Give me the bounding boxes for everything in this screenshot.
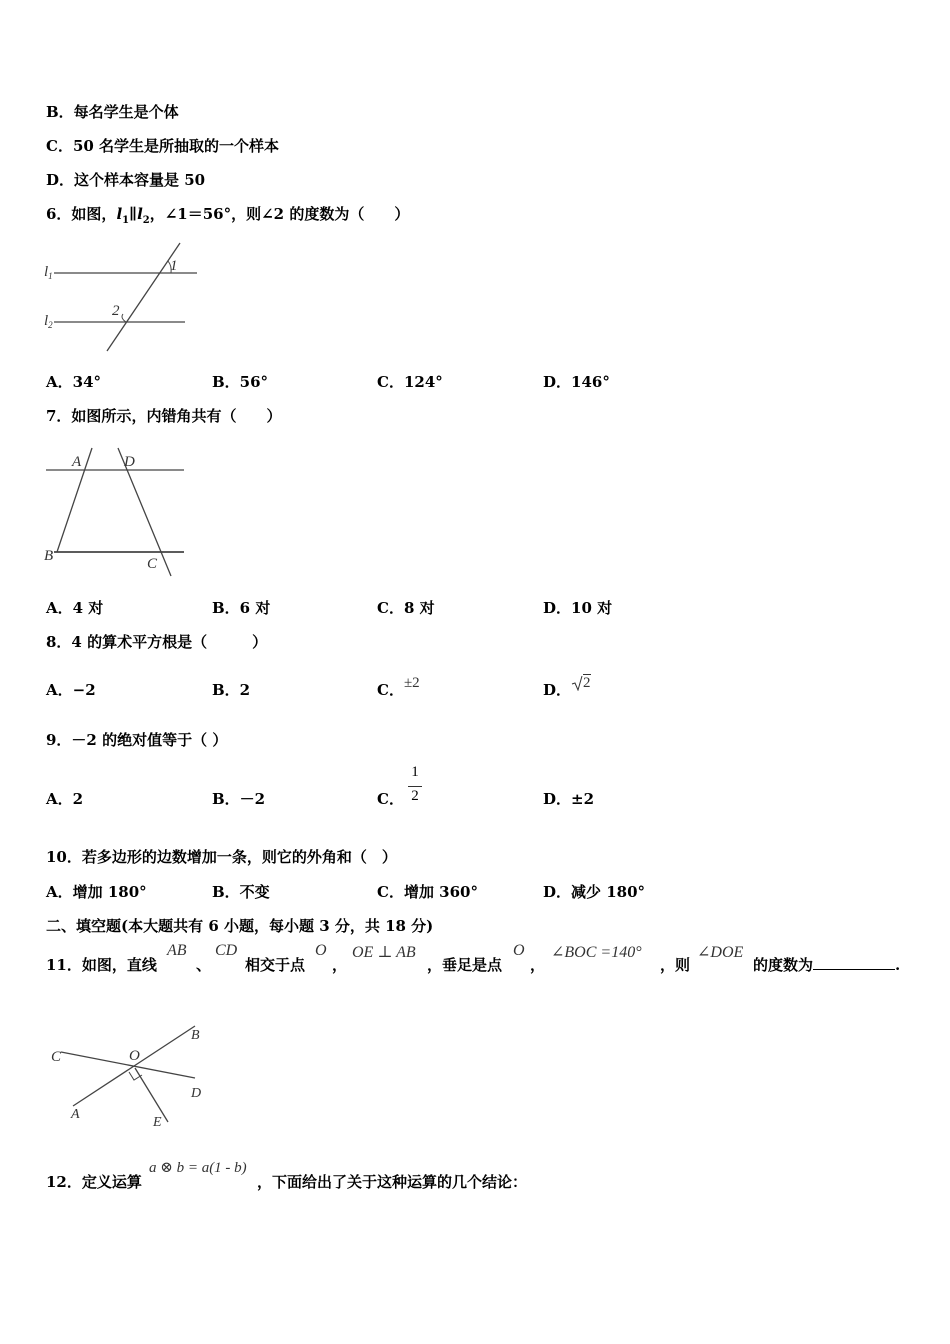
q10-option-c: C．增加 360° bbox=[377, 883, 478, 901]
q5-option-b: B．每名学生是个体 bbox=[46, 103, 179, 121]
q11-m2: CD bbox=[215, 942, 238, 959]
q9-stem: 9．－2 的绝对值等于（ ） bbox=[46, 731, 228, 749]
q6-angle-1-label: 1 bbox=[170, 258, 178, 274]
q11-m4: OE ⊥ AB bbox=[352, 944, 416, 961]
q6-angle-2-label: 2 bbox=[112, 303, 120, 319]
section-title: 二、填空题(本大题共有 6 小题，每小题 3 分，共 18 分) bbox=[46, 917, 434, 935]
q7-label-d: D bbox=[124, 454, 135, 470]
q7-label-a: A bbox=[72, 454, 82, 470]
q8-option-d bbox=[543, 675, 591, 701]
q11-p4: ， bbox=[332, 956, 348, 974]
q11-m5: O bbox=[513, 942, 525, 959]
q7-label-c: C bbox=[147, 556, 158, 572]
q11-p5: ，垂足是点 bbox=[427, 956, 503, 974]
q6-l1: l bbox=[116, 205, 123, 223]
q6-fig-l2-sub: 2 bbox=[48, 320, 53, 330]
q10-option-a: A．增加 180° bbox=[46, 883, 147, 901]
q7-option-d: D．10 对 bbox=[543, 599, 613, 617]
q8-option-b: B．2 bbox=[212, 681, 251, 699]
q7-figure bbox=[40, 442, 200, 582]
svg-text:l2 bbox=[44, 313, 53, 330]
q11-m3: O bbox=[315, 942, 327, 959]
q6-l2: l bbox=[137, 205, 143, 223]
q6-l2-sub: 2 bbox=[142, 215, 150, 226]
q12-m1: a ⊗ b = a(1 - b) bbox=[149, 1160, 247, 1176]
svg-text:l1 bbox=[44, 264, 53, 281]
q11-label-d: D bbox=[191, 1086, 202, 1101]
q8-option-c bbox=[377, 675, 420, 701]
q6-option-c: C．124° bbox=[377, 373, 443, 391]
q7-stem: 7．如图所示，内错角共有（ ） bbox=[46, 407, 282, 425]
q9-option-c-numerator: 1 bbox=[411, 764, 419, 780]
answer-blank bbox=[813, 955, 895, 970]
q6-option-b: B．56° bbox=[212, 373, 269, 391]
q5-option-c: C．50 名学生是所抽取的一个样本 bbox=[46, 137, 280, 155]
q11-figure bbox=[45, 1018, 220, 1133]
q12-p1: 12．定义运算 bbox=[46, 1173, 142, 1191]
q11-p7: ，则 bbox=[660, 956, 691, 974]
q7-option-b: B．6 对 bbox=[212, 599, 271, 617]
q6-figure bbox=[40, 238, 210, 358]
q6-stem bbox=[46, 204, 409, 231]
q7-option-c: C．8 对 bbox=[377, 599, 435, 617]
q11-label-b: B bbox=[191, 1028, 200, 1043]
q11-p6: ， bbox=[530, 956, 546, 974]
q6-l1-sub: 1 bbox=[122, 215, 130, 226]
q11-label-o: O bbox=[129, 1048, 140, 1064]
q10-option-d: D．减少 180° bbox=[543, 883, 646, 901]
q11-p9-text: . bbox=[895, 956, 901, 974]
q11-m6: ∠BOC =140° bbox=[551, 944, 642, 961]
q7-label-b: B bbox=[44, 548, 54, 564]
q6-stem-prefix: 6．如图， bbox=[46, 205, 117, 223]
q8-option-d-label: D． bbox=[543, 681, 572, 699]
q11-m1: AB bbox=[167, 942, 187, 959]
q8-option-c-math: ±2 bbox=[403, 675, 420, 691]
q7-option-a: A．4 对 bbox=[46, 599, 104, 617]
q8-option-d-radicand: 2 bbox=[583, 675, 591, 691]
q11-p2: 、 bbox=[196, 956, 212, 974]
q9-option-c-denominator: 2 bbox=[411, 788, 419, 804]
q11-m7: ∠DOE bbox=[697, 944, 744, 961]
q6-parallel: ∥ bbox=[129, 205, 138, 223]
q11-p8-text: 的度数为 bbox=[753, 956, 814, 974]
q12-p2: ，下面给出了关于这种运算的几个结论： bbox=[257, 1173, 528, 1191]
q6-fig-l1-sub: 1 bbox=[48, 271, 53, 281]
q6-option-a: A．34° bbox=[46, 373, 102, 391]
sqrt-icon bbox=[571, 673, 591, 691]
q6-fig-l1: l bbox=[44, 264, 49, 280]
q9-option-d: D．±2 bbox=[543, 790, 595, 808]
q6-option-d: D．146° bbox=[543, 373, 610, 391]
q9-option-b: B．－2 bbox=[212, 790, 266, 808]
q10-stem: 10．若多边形的边数增加一条，则它的外角和（ ） bbox=[46, 848, 397, 866]
q8-option-a: A．−2 bbox=[46, 681, 96, 699]
q6-stem-suffix: ，∠1＝56°，则∠2 的度数为（ ） bbox=[149, 205, 410, 223]
q10-option-b: B．不变 bbox=[212, 883, 270, 901]
q11-label-c: C bbox=[51, 1049, 62, 1065]
q11-label-e: E bbox=[153, 1115, 162, 1130]
q11-p3: 相交于点 bbox=[245, 956, 306, 974]
q5-option-d: D．这个样本容量是 50 bbox=[46, 171, 206, 189]
q6-fig-l2: l bbox=[44, 313, 49, 329]
q9-option-a: A．2 bbox=[46, 790, 84, 808]
q11-p1: 11．如图，直线 bbox=[46, 956, 157, 974]
fraction-bar bbox=[408, 786, 422, 787]
q9-option-c-label: C． bbox=[377, 790, 404, 808]
q8-stem: 8．4 的算术平方根是（ ） bbox=[46, 633, 268, 651]
q8-option-c-label: C． bbox=[377, 681, 404, 699]
q11-p8 bbox=[753, 955, 900, 975]
q11-label-a: A bbox=[71, 1107, 80, 1122]
